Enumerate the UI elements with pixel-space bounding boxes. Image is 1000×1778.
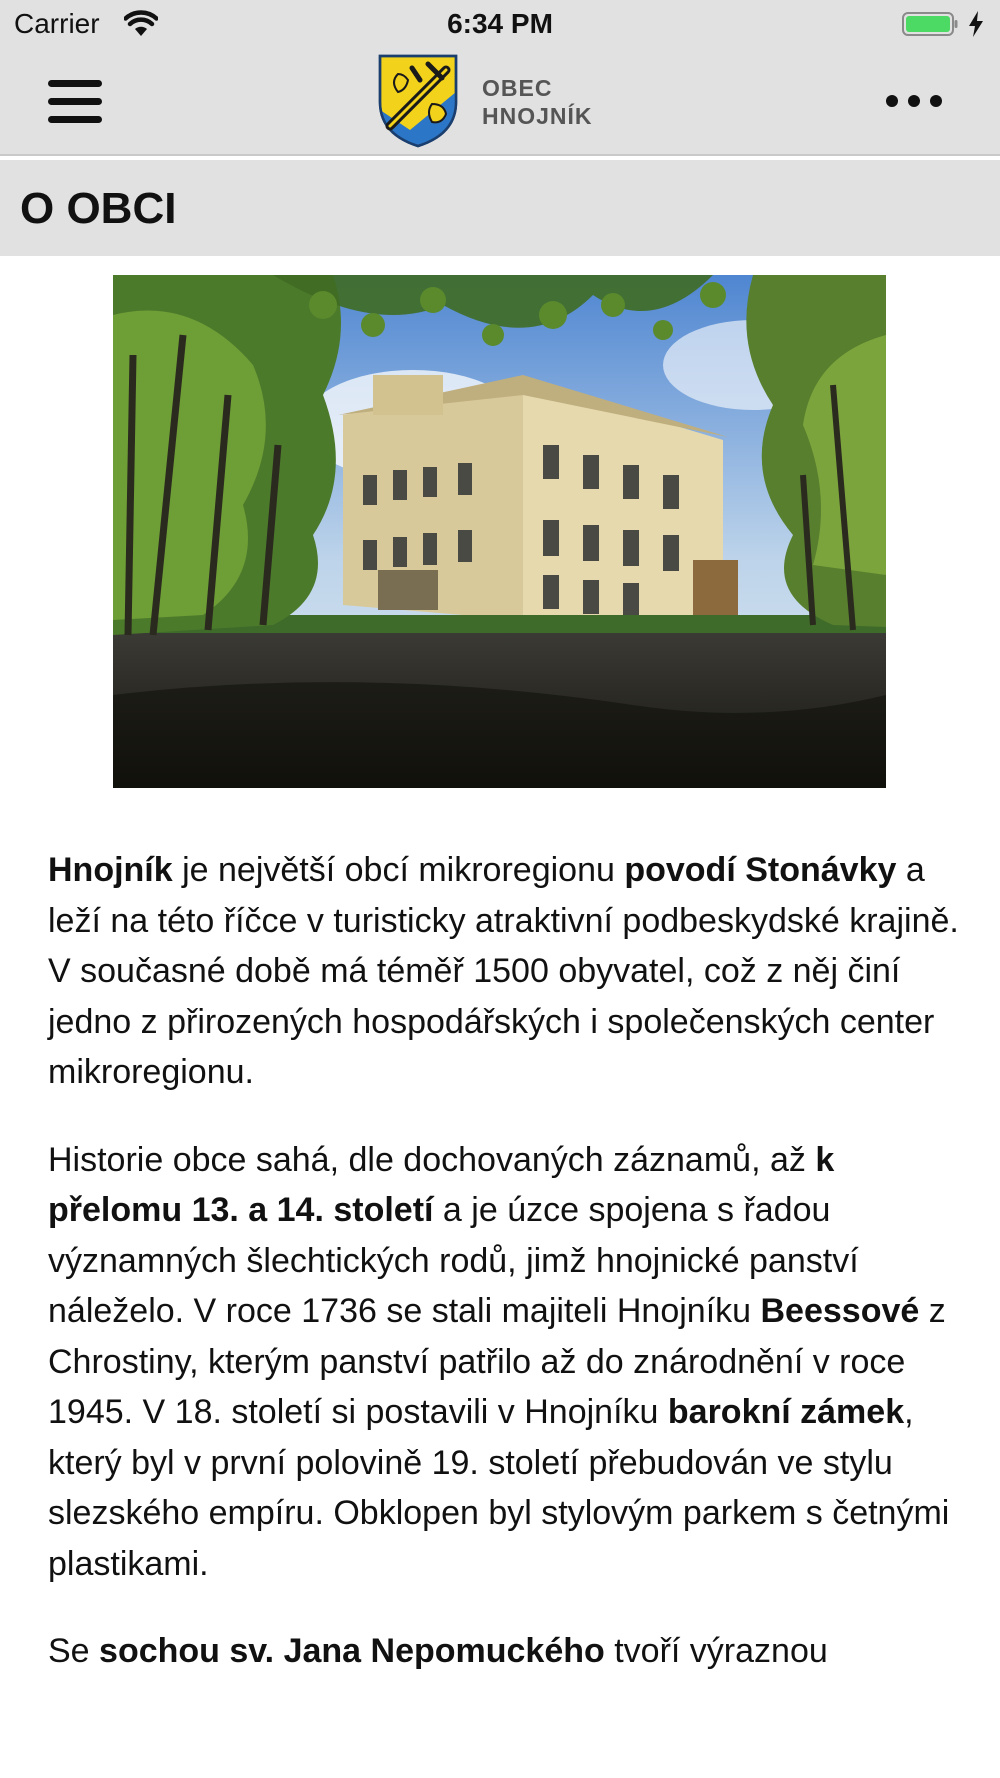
battery-charging-icon xyxy=(902,12,958,36)
paragraph xyxy=(48,1626,960,1677)
brand-line-1: OBEC xyxy=(482,75,553,101)
brand-name xyxy=(482,74,593,130)
section-header xyxy=(0,160,1000,256)
navigation-bar xyxy=(0,50,1000,156)
text-run: je největší obcí mikroregionu xyxy=(172,851,625,889)
text-run: tvoří výraznou xyxy=(604,1632,828,1670)
bold-text: povodí Stonávky xyxy=(624,851,897,889)
paragraph xyxy=(48,1135,960,1590)
article-text xyxy=(48,845,960,1714)
bold-text: Hnojník xyxy=(48,851,173,889)
text-run: Historie obce sahá, dle dochovaných záznamů, až xyxy=(48,1140,816,1179)
battery-fill xyxy=(906,16,950,32)
more-dots-icon[interactable] xyxy=(886,90,942,112)
text-run: z Chrostiny, kterým panství patřilo až do znárodnění v roce 1945. V 18. století si postavili v Hnojníku xyxy=(48,1292,946,1431)
brand-line-2: HNOJNÍK xyxy=(482,103,593,129)
text-run: Se xyxy=(48,1632,100,1670)
carrier-label: Carrier xyxy=(14,8,100,39)
clock: 6:34 PM xyxy=(447,8,553,39)
charging-bolt-icon xyxy=(966,10,986,38)
text-run: a leží na této říčce v turisticky atraktivní podbeskydské krajině. V současné době má téměř 1500 obyvatel, což z něj činí jedno z přirozených hospodářských i společenských center mikroregionu. xyxy=(48,851,959,1091)
bold-text: k přelomu 13. a 14. století xyxy=(48,1140,835,1229)
municipal-coat-of-arms-logo[interactable] xyxy=(376,52,460,148)
paragraph xyxy=(48,845,960,1098)
bold-text: barokní zámek xyxy=(667,1393,905,1431)
text-run: , který byl v první polovině 19. století přebudován ve stylu slezského empíru. Obklopen byl stylovým parkem s četnými plastikami. xyxy=(48,1393,950,1583)
page-title: O OBCI xyxy=(20,184,177,233)
bold-text: sochou sv. Jana Nepomuckého xyxy=(99,1632,605,1670)
castle-photo xyxy=(113,275,886,788)
bold-text: Beessové xyxy=(760,1292,920,1330)
text-run: a je úzce spojena s řadou významných šlechtických rodů, jimž hnojnické panství náleželo. V roce 1736 se stali majiteli Hnojníku xyxy=(48,1191,859,1330)
status-bar xyxy=(0,0,1000,50)
hamburger-menu-icon[interactable] xyxy=(48,80,102,124)
